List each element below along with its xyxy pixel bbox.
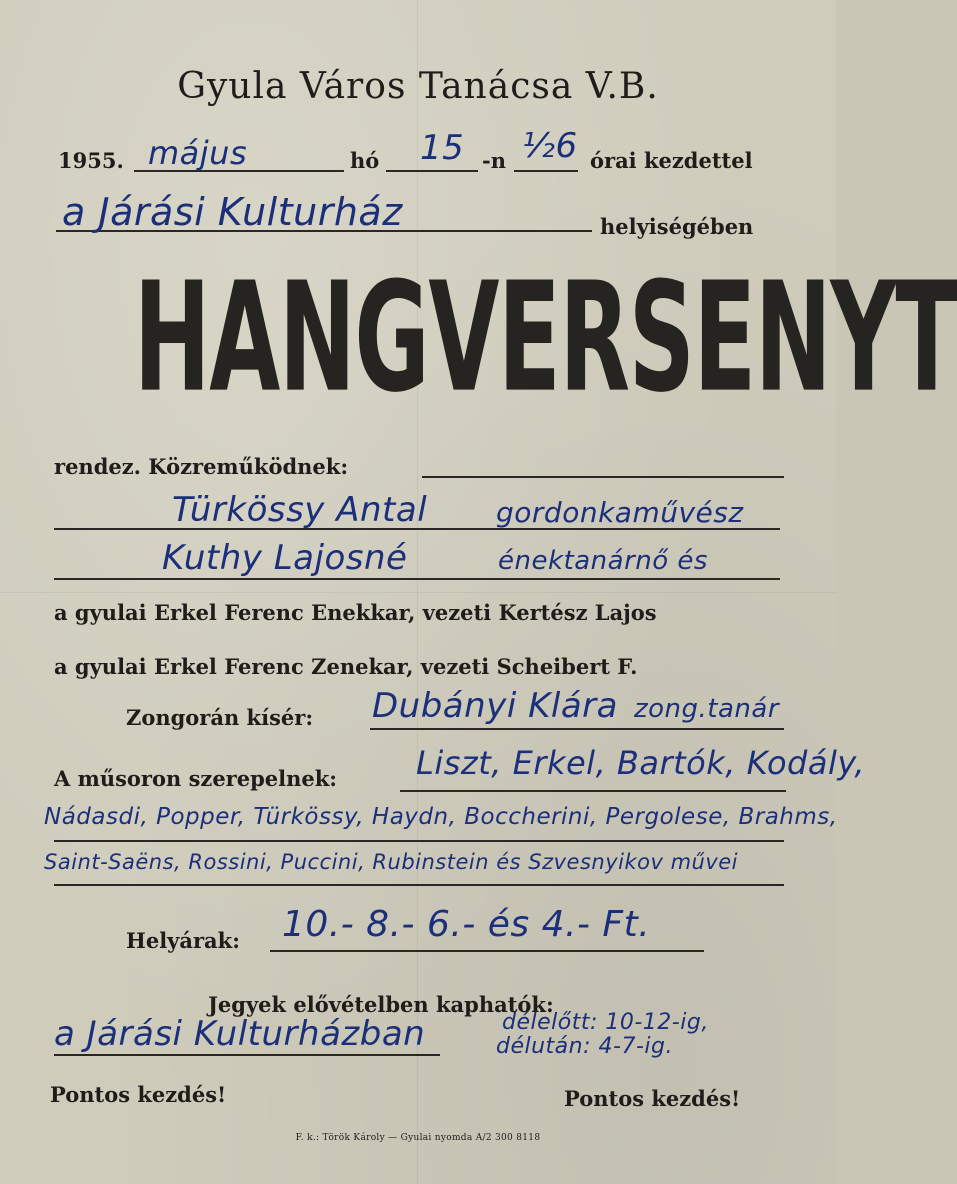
performer2-name: Kuthy Lajosné (162, 538, 408, 578)
performers-label: rendez. Közreműködnek: (54, 454, 349, 479)
prices-label: Helyárak: (126, 928, 240, 953)
hour-underline (514, 170, 578, 172)
month-handwritten: május (148, 134, 248, 172)
choir-line: a gyulai Erkel Ferenc Enekkar, vezeti Kertész Lajos (54, 600, 657, 625)
accompanist-name: Dubányi Klára (372, 686, 618, 726)
performer1-role: gordonkaművész (496, 496, 744, 529)
program-composers-2: Nádasdi, Popper, Türkössy, Haydn, Boccherini, Pergolese, Brahms, (44, 804, 838, 830)
fold-crease-horizontal (0, 592, 836, 593)
accompanist-label: Zongorán kísér: (126, 705, 314, 730)
hour-handwritten: ½6 (522, 126, 578, 166)
orchestra-line: a gyulai Erkel Ferenc Zenekar, vezeti Scheibert F. (54, 654, 638, 679)
time-suffix: órai kezdettel (590, 148, 753, 173)
prices-underline (270, 950, 704, 952)
footer-punctual-right: Pontos kezdés! (564, 1086, 741, 1111)
n-suffix: -n (482, 148, 506, 173)
performers-underline (422, 476, 784, 478)
day-handwritten: 15 (420, 128, 465, 168)
footer-punctual-left: Pontos kezdés! (50, 1082, 227, 1107)
tickets-afternoon-hours: délután: 4-7-ig. (496, 1034, 673, 1059)
accompanist-underline (370, 728, 784, 730)
program-underline-2 (54, 840, 784, 842)
program-composers-3: Saint-Saëns, Rossini, Puccini, Rubinstein és Szvesnyikov művei (44, 850, 739, 874)
tickets-underline (54, 1054, 440, 1056)
program-underline-1 (400, 790, 786, 792)
day-underline (386, 170, 478, 172)
year: 1955. (58, 148, 124, 173)
tickets-morning-hours: délelőtt: 10-12-ig, (502, 1010, 709, 1035)
program-label: A műsoron szerepelnek: (54, 766, 338, 791)
issuer-title: Gyula Város Tanácsa V.B. (177, 66, 659, 107)
printer-imprint: F. k.: Török Károly — Gyulai nyomda A/2 300 8118 (295, 1133, 541, 1143)
performer2-underline (54, 578, 780, 580)
headline-concert: HANGVERSENYT (133, 249, 957, 426)
venue-handwritten: a Járási Kulturház (62, 190, 403, 234)
prices-value: 10.- 8.- 6.- és 4.- Ft. (282, 904, 651, 945)
performer1-name: Türkössy Antal (172, 490, 428, 530)
ho-label: hó (350, 148, 380, 173)
program-underline-3 (54, 884, 784, 886)
performer2-role: énektanárnő és (498, 546, 708, 576)
tickets-place: a Járási Kulturházban (54, 1014, 426, 1054)
accompanist-role: zong.tanár (634, 694, 780, 724)
venue-suffix: helyiségében (600, 214, 754, 239)
program-composers-1: Liszt, Erkel, Bartók, Kodály, (416, 744, 865, 782)
tickets-label: Jegyek elővételben kaphatók: (208, 992, 554, 1017)
